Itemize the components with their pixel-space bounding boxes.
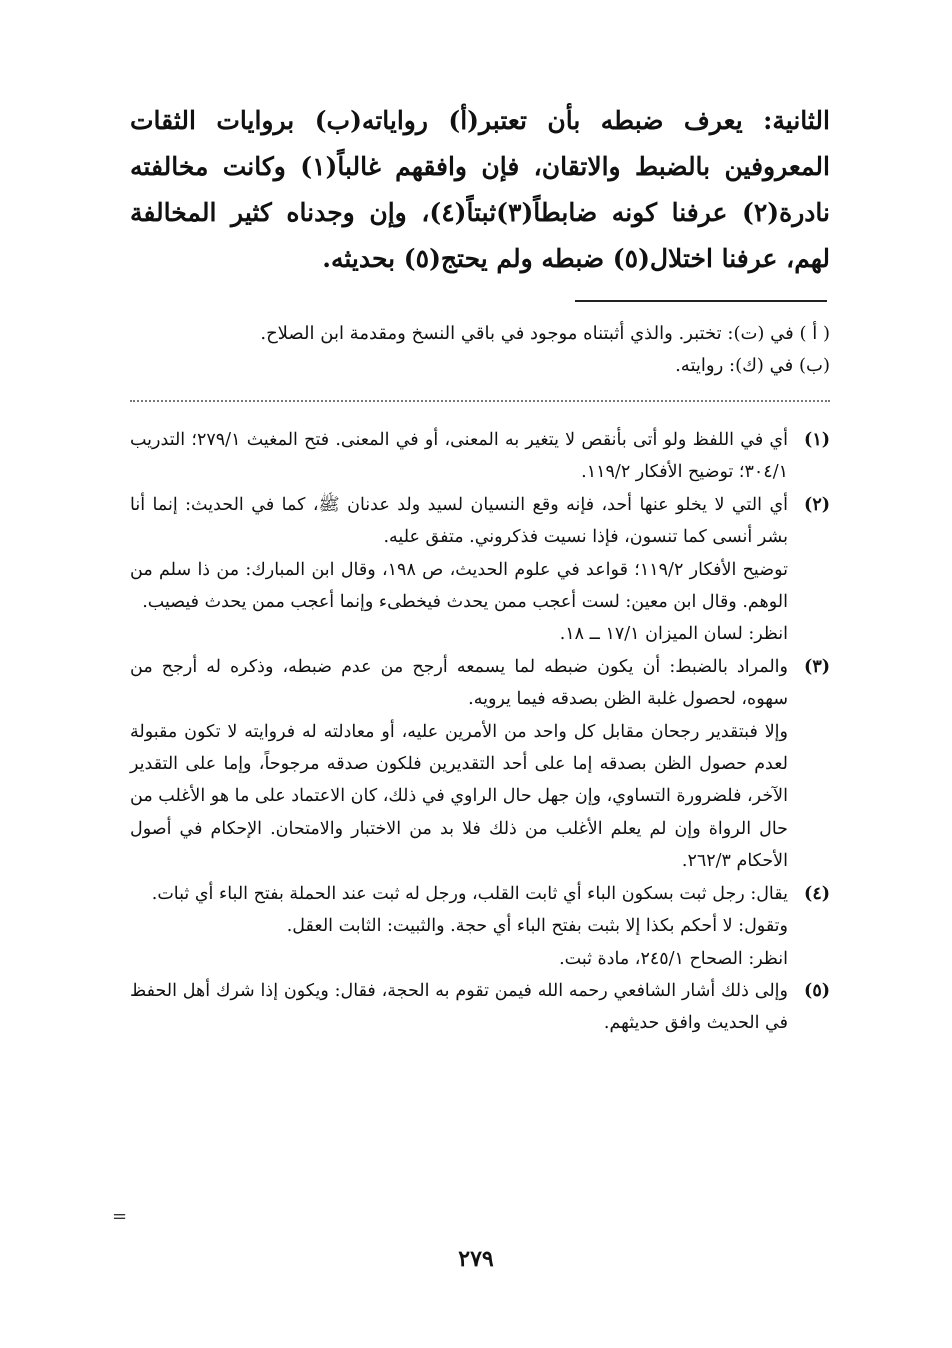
footnote-body	[130, 651, 788, 878]
footnotes	[130, 424, 830, 1040]
footnote-text: يقال: رجل ثبت بسكون الباء أي ثابت القلب، ورجل له ثبت عند الحملة بفتح الباء أي ثبات.	[151, 883, 788, 904]
footnote-separator	[575, 300, 827, 302]
footnote-text: توضيح الأفكار ١١٩/٢؛ قواعد في علوم الحديث، ص ١٩٨، وقال ابن المبارك: من ذا سلم من الوهم. وقال ابن معين: لست أعجب ممن يحدث فيخطىء وإنما أعجب ممن يحدث فيصيب.	[130, 559, 788, 613]
footnote-text: وتقول: لا أحكم بكذا إلا بثبت بفتح الباء أي حجة. والثبيت: الثابت العقل.	[286, 916, 788, 937]
footnote-number: (٥)	[804, 980, 830, 1001]
variant-readings	[130, 318, 830, 382]
footnote-body	[130, 878, 788, 975]
page-number: ٢٧٩	[458, 1246, 494, 1272]
footnote-text: أي التي لا يخلو عنها أحد، فإنه وقع النسيان لسيد ولد عدنان ﷺ، كما في الحديث: إنما أنا بشر أنسى كما تنسون، فإذا نسيت فذكروني. متفق عليه.	[130, 494, 788, 548]
paragraph-text: يعرف ضبطه بأن تعتبر(أ) رواياته(ب) بروايات الثقات المعروفين بالضبط والاتقان، فإن وافقهم غالباً(١) وكانت مخالفته نادرة(٢) عرفنا كونه ضابطاً(٣)ثبتاً(٤)، وإن وجدناه كثير المخالفة لهم، عرفنا اختلال(٥) ضبطه ولم يحتج(٥) بحديثه.	[130, 106, 830, 273]
footnote-number: (٢)	[804, 494, 830, 515]
footnote-3	[130, 651, 830, 878]
footnote-number: (٤)	[804, 883, 830, 904]
footnote-body	[130, 424, 788, 489]
variant-b: (ب) في (ك): روايته.	[675, 355, 830, 376]
paragraph-lead: الثانية:	[763, 106, 830, 135]
continuation-mark: =	[112, 1206, 128, 1227]
footnote-text: انظر: الصحاح ٢٤٥/١، مادة ثبت.	[559, 948, 788, 969]
footnote-number: (٣)	[804, 656, 830, 677]
footnote-5	[130, 975, 830, 1040]
footnote-1	[130, 424, 830, 489]
footnote-number: (١)	[804, 430, 830, 450]
dotted-divider	[130, 400, 830, 402]
footnote-4	[130, 878, 830, 975]
main-paragraph	[130, 98, 830, 282]
footnote-text: انظر: لسان الميزان ١٧/١ ــ ١٨.	[559, 624, 788, 645]
footnote-body	[130, 489, 788, 651]
footnote-text: أي في اللفظ ولو أتى بأنقص لا يتغير به المعنى، أو في المعنى. فتح المغيث ٢٧٩/١؛ التدريب ٣٠٤/١؛ توضيح الأفكار ١١٩/٢.	[130, 430, 788, 483]
footnote-body	[130, 975, 788, 1040]
footnote-text: وإلى ذلك أشار الشافعي رحمه الله فيمن تقوم به الحجة، فقال: ويكون إذا شرك أهل الحفظ في الحديث وافق حديثهم.	[130, 980, 788, 1034]
footnote-2	[130, 489, 830, 651]
footnote-text: وإلا فبتقدير رجحان مقابل كل واحد من الأمرين عليه، أو معادلته له فروايته لا تكون مقبولة لعدم حصول الظن بصدقه إما على أحد التقديرين فلكون صدقه مرجوحاً، وإما على التقدير الآخر، فلضرورة التساوي، وإن جهل حال الراوي في ذلك، كان الاعتماد على ما هو الأغلب من حال الرواة وإن لم يعلم الأغلب من ذلك فلا بد من الاختبار والامتحان. الإحكام في أصول الأحكام ٢٦٢/٣.	[130, 721, 788, 872]
variant-a: ( أ ) في (ت): تختبر. والذي أثبتناه موجود في باقي النسخ ومقدمة ابن الصلاح.	[260, 323, 830, 344]
footnote-text: والمراد بالضبط: أن يكون ضبطه لما يسمعه أرجح من عدم ضبطه، وذكره له أرجح من سهوه، لحصول غلبة الظن بصدقه فيما يرويه.	[130, 656, 788, 710]
